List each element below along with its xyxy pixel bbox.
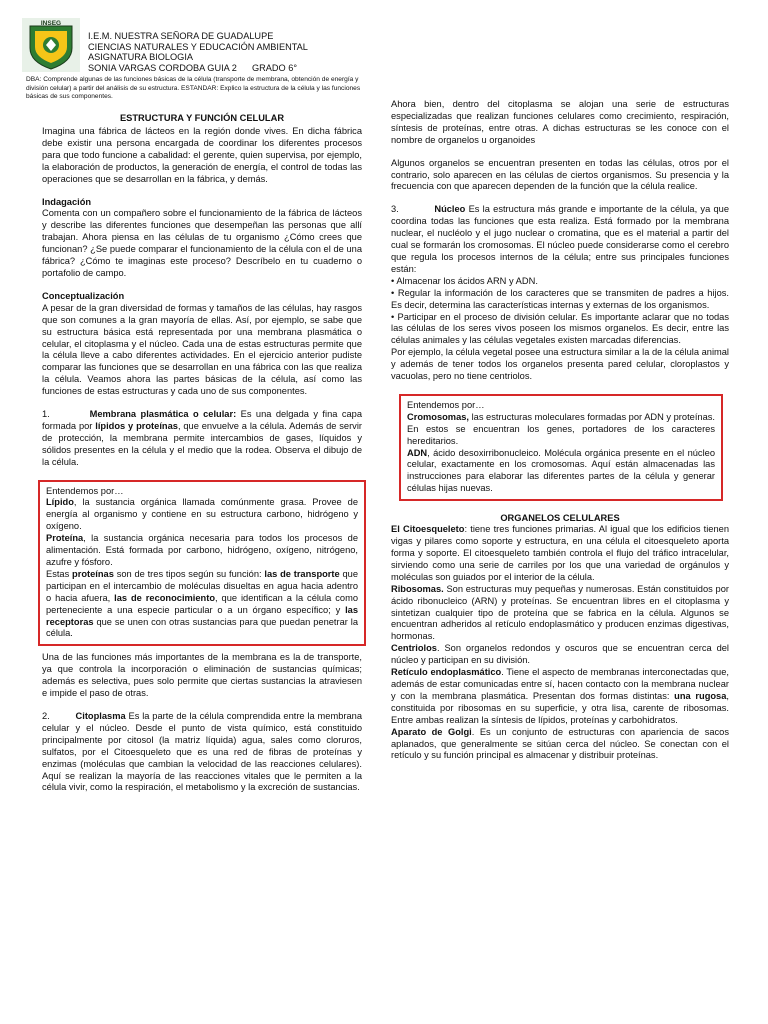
definitions-box-2 bbox=[399, 394, 723, 501]
nucleo-paragraph: 3. Núcleo Es la estructura más grande e importante de la célula, ya que coordina todas las funciones que esta realiza. Está formado por la membrana nuclear, el nucléolo y el jugo nuclear o cromatina, que es el material a partir del cual se formarán los cromosomas. El núcleo puede considerarse como el cerebro que regula los procesos internos de la célula; entre sus principales funciones están: bbox=[391, 204, 729, 274]
indagacion-paragraph: Comenta con un compañero sobre el funcionamiento de la fábrica de lácteos y describe las diferentes funciones que desempeñan las personas que allí trabajan. Ahora piensa en las células de tu organismo ¿Cómo crees que funcionan? ¿Se puede comparar el funcionamiento de la célula con el de una fábrica? ¿Cómo te imaginas este proceso? Descríbelo en tu cuaderno o portafolio de campo. bbox=[42, 208, 362, 278]
teacher-guide: SONIA VARGAS CORDOBA GUIA 2 bbox=[88, 62, 237, 73]
cromosomas-definition: Cromosomas, las estructuras moleculares formadas por ADN y proteínas. En estos se encuentran los genes, portadores de los caracteres hereditarios. bbox=[407, 411, 715, 446]
proteina-types: Estas proteínas son de tres tipos según su función: las de transporte que participan en el intercambio de moléculas disueltas en agua hacia adentro o hacia afuera, las de reconocimiento, que identifican a la célula como perteneciente a una especie particular o a un órgano específico; y las receptoras que se unen con otras sustancias para que puedan penetrar la célula. bbox=[46, 568, 358, 639]
subject-name: ASIGNATURA BIOLOGIA bbox=[88, 52, 193, 63]
box-heading: Entendemos por… bbox=[407, 399, 485, 410]
nucleo-function-2: • Regular la información de los caracteres que se transmiten de padres a hijos. Es decir, determina las características internas y externas de los organismos. bbox=[391, 287, 729, 310]
school-name: I.E.M. NUESTRA SEÑORA DE GUADALUPE bbox=[88, 31, 274, 41]
organelos-presence-paragraph: Algunos organelos se encuentran presenten en todas las células, otros por el contrario, solo aparecen en las células de ciertos organismos. Su presencia y la frecuencia con que aparecen dependen de la función que la célula realice. bbox=[391, 157, 729, 192]
reticulo-paragraph: Retículo endoplasmático. Tiene el aspecto de membranas interconectadas que, además de estar comunicadas entre sí, hacen contacto con la membrana nuclear y con la membrana plasmática. Presentan dos formas distintas: una rugosa, constituida por ribosomas en su superficie, y otra lisa, carente de ribosomas. Entre ambas realizan la síntesis de lípidos, proteínas y carbohidratos. bbox=[391, 667, 729, 725]
adn-definition: ADN, ácido desoxirribonucleico. Molécula orgánica presente en el núcleo celular, exactamente en los cromosomas. Aquí están almacenadas las instrucciones para elaborar las diferentes partes de la célula y generar células hijas nuevas. bbox=[407, 447, 715, 494]
membrana-title: Membrana plasmática o celular: bbox=[89, 409, 237, 420]
membrana-transport-paragraph: Una de las funciones más importantes de la membrana es la de transporte, ya que controla la incorporación o eliminación de sustancias químicas; además es selectiva, pues solo permite que ciertas sustancias la atraviesen e impide el paso de otras. bbox=[42, 652, 362, 699]
nucleo-function-1: • Almacenar los ácidos ARN y ADN. bbox=[391, 275, 538, 286]
left-column bbox=[42, 113, 363, 794]
citoplasma-paragraph: 2. Citoplasma Es la parte de la célula comprendida entre la membrana celular y el núcleo. Desde el punto de vista químico, está constituido principalmente por citosol (la matriz líquida) agua, sales como cloruros, sulfatos, por el Citoesqueleto que es una red de fibras de proteínas y enzimas (moléculas que cambian la velocidad de las reacciones celulares). Aquí se realizan la mayoría de las reacciones vitales que le permiten a la célula vivir, como la respiración, el metabolismo y la excreción de sustancias. bbox=[42, 710, 362, 793]
grade-label: GRADO 6° bbox=[252, 62, 298, 73]
definitions-box-1 bbox=[38, 480, 366, 647]
citoesqueleto-paragraph: El Citoesqueleto: tiene tres funciones primarias. Al igual que los edificios tienen vigas y pilares como soporte y estructura, en una célula el citoesqueleto aporta forma y soporte. El citoesqueleto también controla el flujo del tráfico intracelular, sirviendo como una serie de carriles por los que una variedad de orgánulos y moléculas son guiados por el interior de la célula. bbox=[391, 524, 729, 582]
centriolos-paragraph: Centriolos. Son organelos redondos y oscuros que se encuentran cerca del núcleo y participan en su división. bbox=[391, 643, 729, 666]
nucleo-function-3: • Participar en el proceso de división celular. Es importante aclarar que no todas las células de los seres vivos poseen los mismos organelos. Es decir, entre las células animales y las células vegetales existen marcadas diferencias. bbox=[391, 311, 729, 346]
ribosomas-paragraph: Ribosomas. Son estructuras muy pequeñas y numerosas. Están constituidos por ácido ribonucleico (ARN) y proteínas. Se encuentran libres en el citoplasma y sintetizan cualquier tipo de proteína que se fabrica en la célula. Algunos se encuentran adheridos al retículo endoplasmático y producen enzimas digestivas, hormonas. bbox=[391, 583, 729, 642]
golgi-paragraph: Aparato de Golgi. Es un conjunto de estructuras con apariencia de sacos aplanados, que generalmente se sitúan cerca del núcleo. Se conectan con el retículo y su función principal es almacenar y distribuir proteínas. bbox=[391, 726, 729, 761]
proteina-definition: Proteína, la sustancia orgánica necesaria para todos los procesos de alimentación. Está formada por carbono, hidrógeno, oxígeno, nitrógeno, azufre y fósforo. bbox=[46, 533, 358, 567]
box-heading: Entendemos por… bbox=[46, 485, 124, 496]
section-title: ESTRUCTURA Y FUNCIÓN CELULAR bbox=[119, 113, 285, 123]
area-name: CIENCIAS NATURALES Y EDUCACIÓN AMBIENTAL bbox=[88, 41, 308, 52]
intro-paragraph: Imagina una fábrica de lácteos en la región donde vives. En dicha fábrica debe existir una persona encargada de coordinar los diferentes procesos para que todo funcione a cabalidad: el gerente, quien supervisa, por ejemplo, la elaboración de productos, la generación de energía, el control de todas las operaciones que se desarrollan en la fábrica, y demás. bbox=[42, 126, 362, 184]
indagacion-title: Indagación bbox=[42, 196, 92, 207]
citoplasma-title: Citoplasma bbox=[75, 710, 126, 721]
dba-standard: DBA: Comprende algunas de las funciones básicas de la célula (transporte de membrana, obtención de energía y división celular) a partir del análisis de su estructura. ESTANDAR: Explico la estructura de la célula y las funciones básicas de sus componentes. bbox=[26, 76, 361, 101]
nucleo-title: Núcleo bbox=[434, 204, 466, 215]
right-column bbox=[391, 99, 729, 762]
organelos-title: ORGANELOS CELULARES bbox=[500, 513, 620, 524]
document-header bbox=[88, 31, 308, 73]
conceptualizacion-title: Conceptualización bbox=[42, 290, 125, 301]
membrana-paragraph: 1. Membrana plasmática o celular: Es una delgada y fina capa formada por lípidos y proteínas, que envuelve a la célula. Además de servir de protección, la membrana permite intercambios de gases, líquidos y sólidos presentes en la célula y el medio que la rodea. Observa el dibujo de la célula. bbox=[42, 409, 363, 467]
organelos-intro-paragraph: Ahora bien, dentro del citoplasma se alojan una serie de estructuras especializadas que realizan funciones celulares como crecimiento, respiración, síntesis de proteínas, entre otras. A dichas estructuras se les conoce con el nombre de organelos u organoides bbox=[391, 99, 729, 145]
school-logo bbox=[22, 18, 80, 72]
conceptualizacion-paragraph: A pesar de la gran diversidad de formas y tamaños de las células, hay rasgos que son comunes a la gran mayoría de ellas. Así, por ejemplo, se sabe que su estructura básica está representada por una membrana plasmática o celular, el citoplasma y el núcleo. Cada una de estas estructuras permite que la célula lleve a cabo diferentes actividades. En el ejercicio anterior pudiste comparar las funciones que se desarrollan en una fábrica con las que realiza la célula. Veamos ahora las partes básicas de la célula, así como las funciones de estas estructuras y cada uno de sus componentes. bbox=[42, 302, 362, 397]
logo-text: INSEG bbox=[40, 20, 62, 27]
lipido-definition: Lípido, la sustancia orgánica llamada comúnmente grasa. Provee de energía al organismo y contiene en su estructura carbono, hidrógeno y oxígeno. bbox=[46, 497, 358, 532]
celula-vegetal-paragraph: Por ejemplo, la célula vegetal posee una estructura similar a la de la célula animal y además de tener todos los organelos presenta pared celular, cloroplastos y vacuolas, pero no tiene centriolos. bbox=[391, 347, 729, 382]
